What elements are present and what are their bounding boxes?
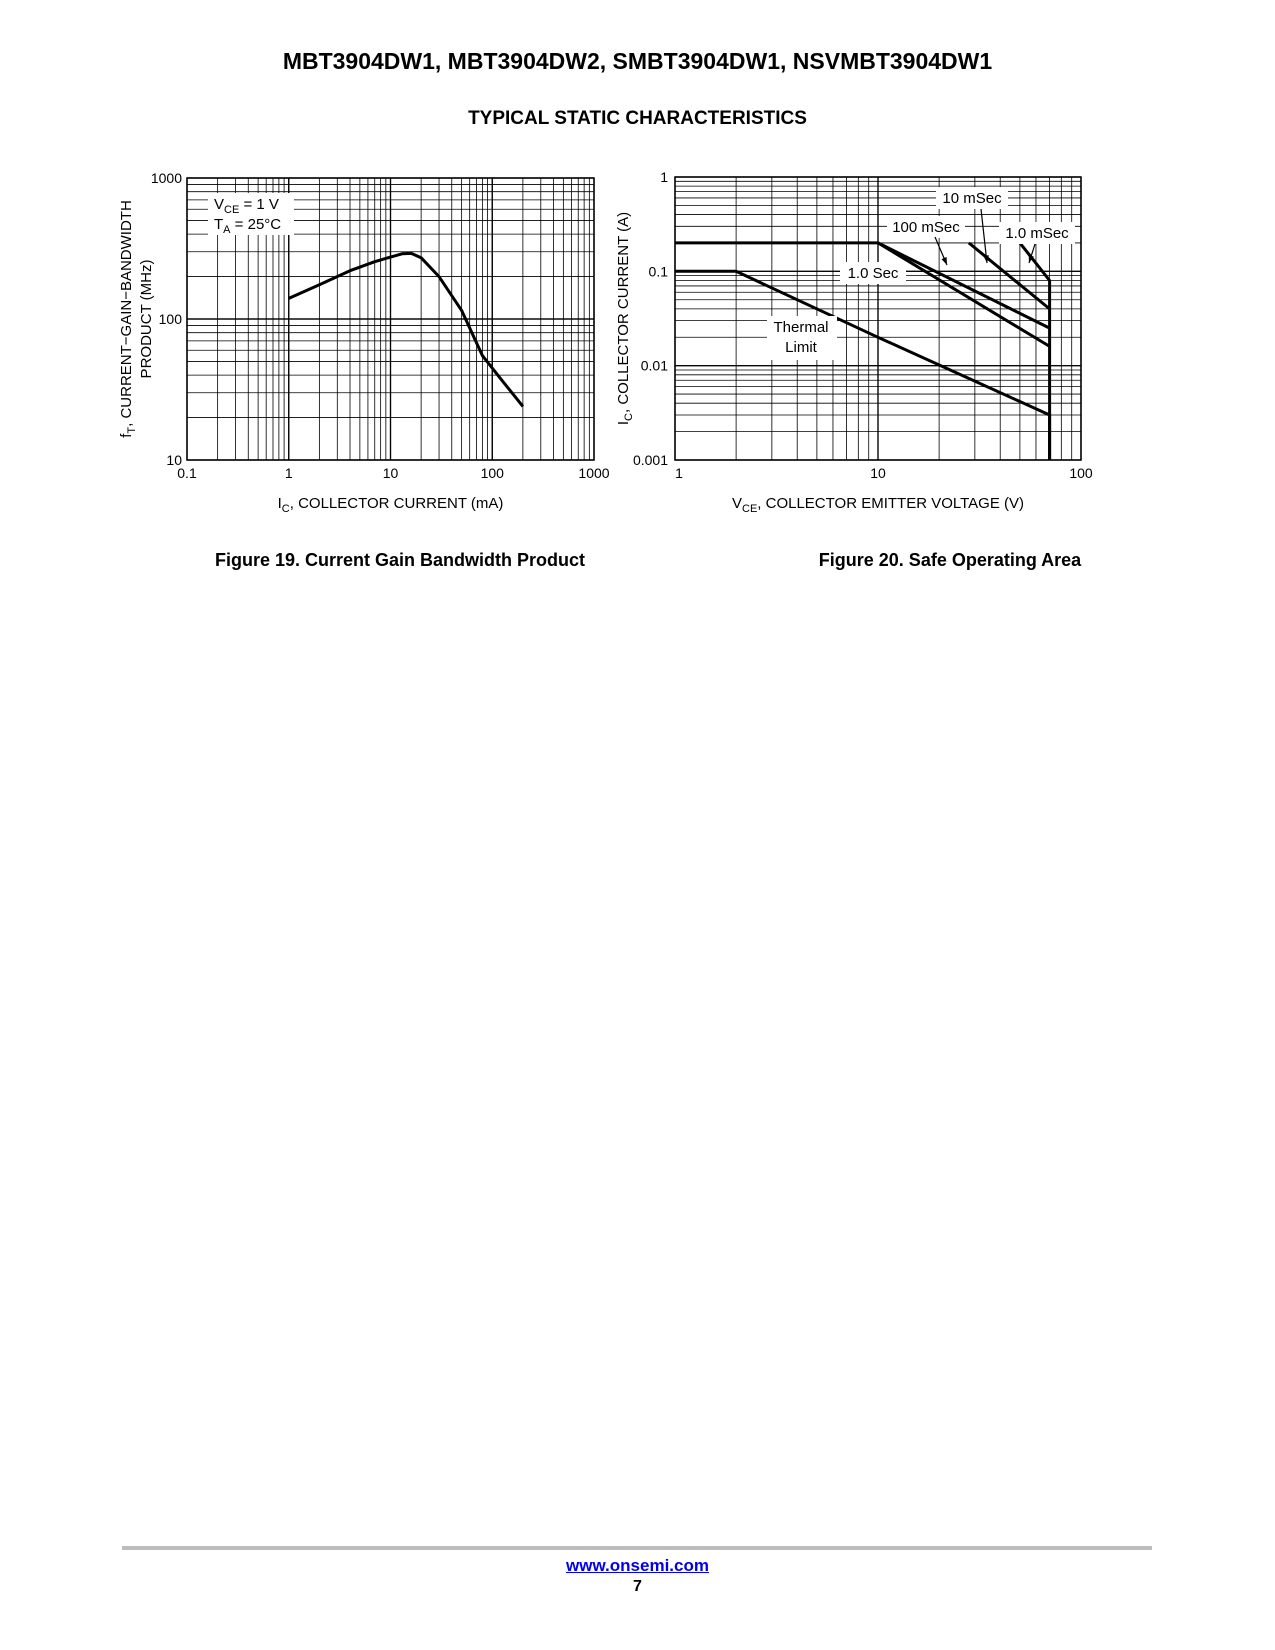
current-gain-bandwidth-chart (0, 170, 640, 550)
label-limit: Limit (785, 339, 817, 356)
x-axis-label: $I_C$, COLLECTOR CURRENT (mA) (277, 495, 504, 515)
grid (675, 177, 1081, 460)
x-tick-label: 10 (870, 465, 886, 481)
y-axis-label: $f_T$, CURRENT−GAIN−BANDWIDTH (118, 200, 138, 438)
footer-divider (122, 1546, 1152, 1550)
figure-19-caption: Figure 19. Current Gain Bandwidth Product (214, 550, 586, 570)
series-100-msec (878, 243, 1050, 328)
label-1-0-msec: 1.0 mSec (1005, 225, 1069, 242)
website-link[interactable]: www.onsemi.com (566, 1556, 709, 1575)
pointer-arrowhead (942, 257, 947, 265)
x-tick-label: 1 (284, 465, 293, 481)
document-title: MBT3904DW1, MBT3904DW2, SMBT3904DW1, NSVMBT3904DW1 (282, 48, 993, 74)
x-tick-label: 1000 (578, 465, 610, 481)
x-axis-label: $V_{CE}$, COLLECTOR EMITTER VOLTAGE (V) (731, 495, 1025, 515)
vce-condition: $V_{CE} = 1$ V (214, 196, 279, 216)
figure-20-caption: Figure 20. Safe Operating Area (818, 550, 1082, 570)
y-tick-label: 10 (166, 452, 182, 468)
label-thermal: Thermal (773, 319, 829, 336)
ta-condition: $T_A = 25^\circ C$ (214, 216, 282, 236)
safe-operating-area-chart (615, 169, 1275, 550)
x-tick-label: 100 (1069, 465, 1093, 481)
y-axis-label-line2: PRODUCT (MHz) (138, 259, 155, 379)
x-tick-label: 100 (480, 465, 504, 481)
y-axis-label: $I_C$, COLLECTOR CURRENT (A) (615, 211, 635, 426)
y-tick-label: 0.001 (632, 452, 668, 468)
y-tick-label: 1000 (150, 170, 182, 186)
y-tick-label: 0.01 (640, 357, 668, 374)
x-tick-label: 1 (675, 465, 683, 481)
page-number: 7 (633, 1578, 642, 1595)
label-100-msec: 100 mSec (892, 219, 960, 236)
y-tick-label: 0.1 (648, 263, 668, 280)
x-tick-label: 10 (382, 465, 399, 481)
label-10-msec: 10 mSec (942, 190, 1002, 207)
y-tick-label: 100 (158, 311, 182, 327)
section-title: TYPICAL STATIC CHARACTERISTICS (468, 108, 807, 129)
label-1-0-sec: 1.0 Sec (847, 265, 899, 282)
y-tick-label: 1 (660, 169, 668, 185)
x-tick-label: 0.1 (177, 465, 197, 481)
